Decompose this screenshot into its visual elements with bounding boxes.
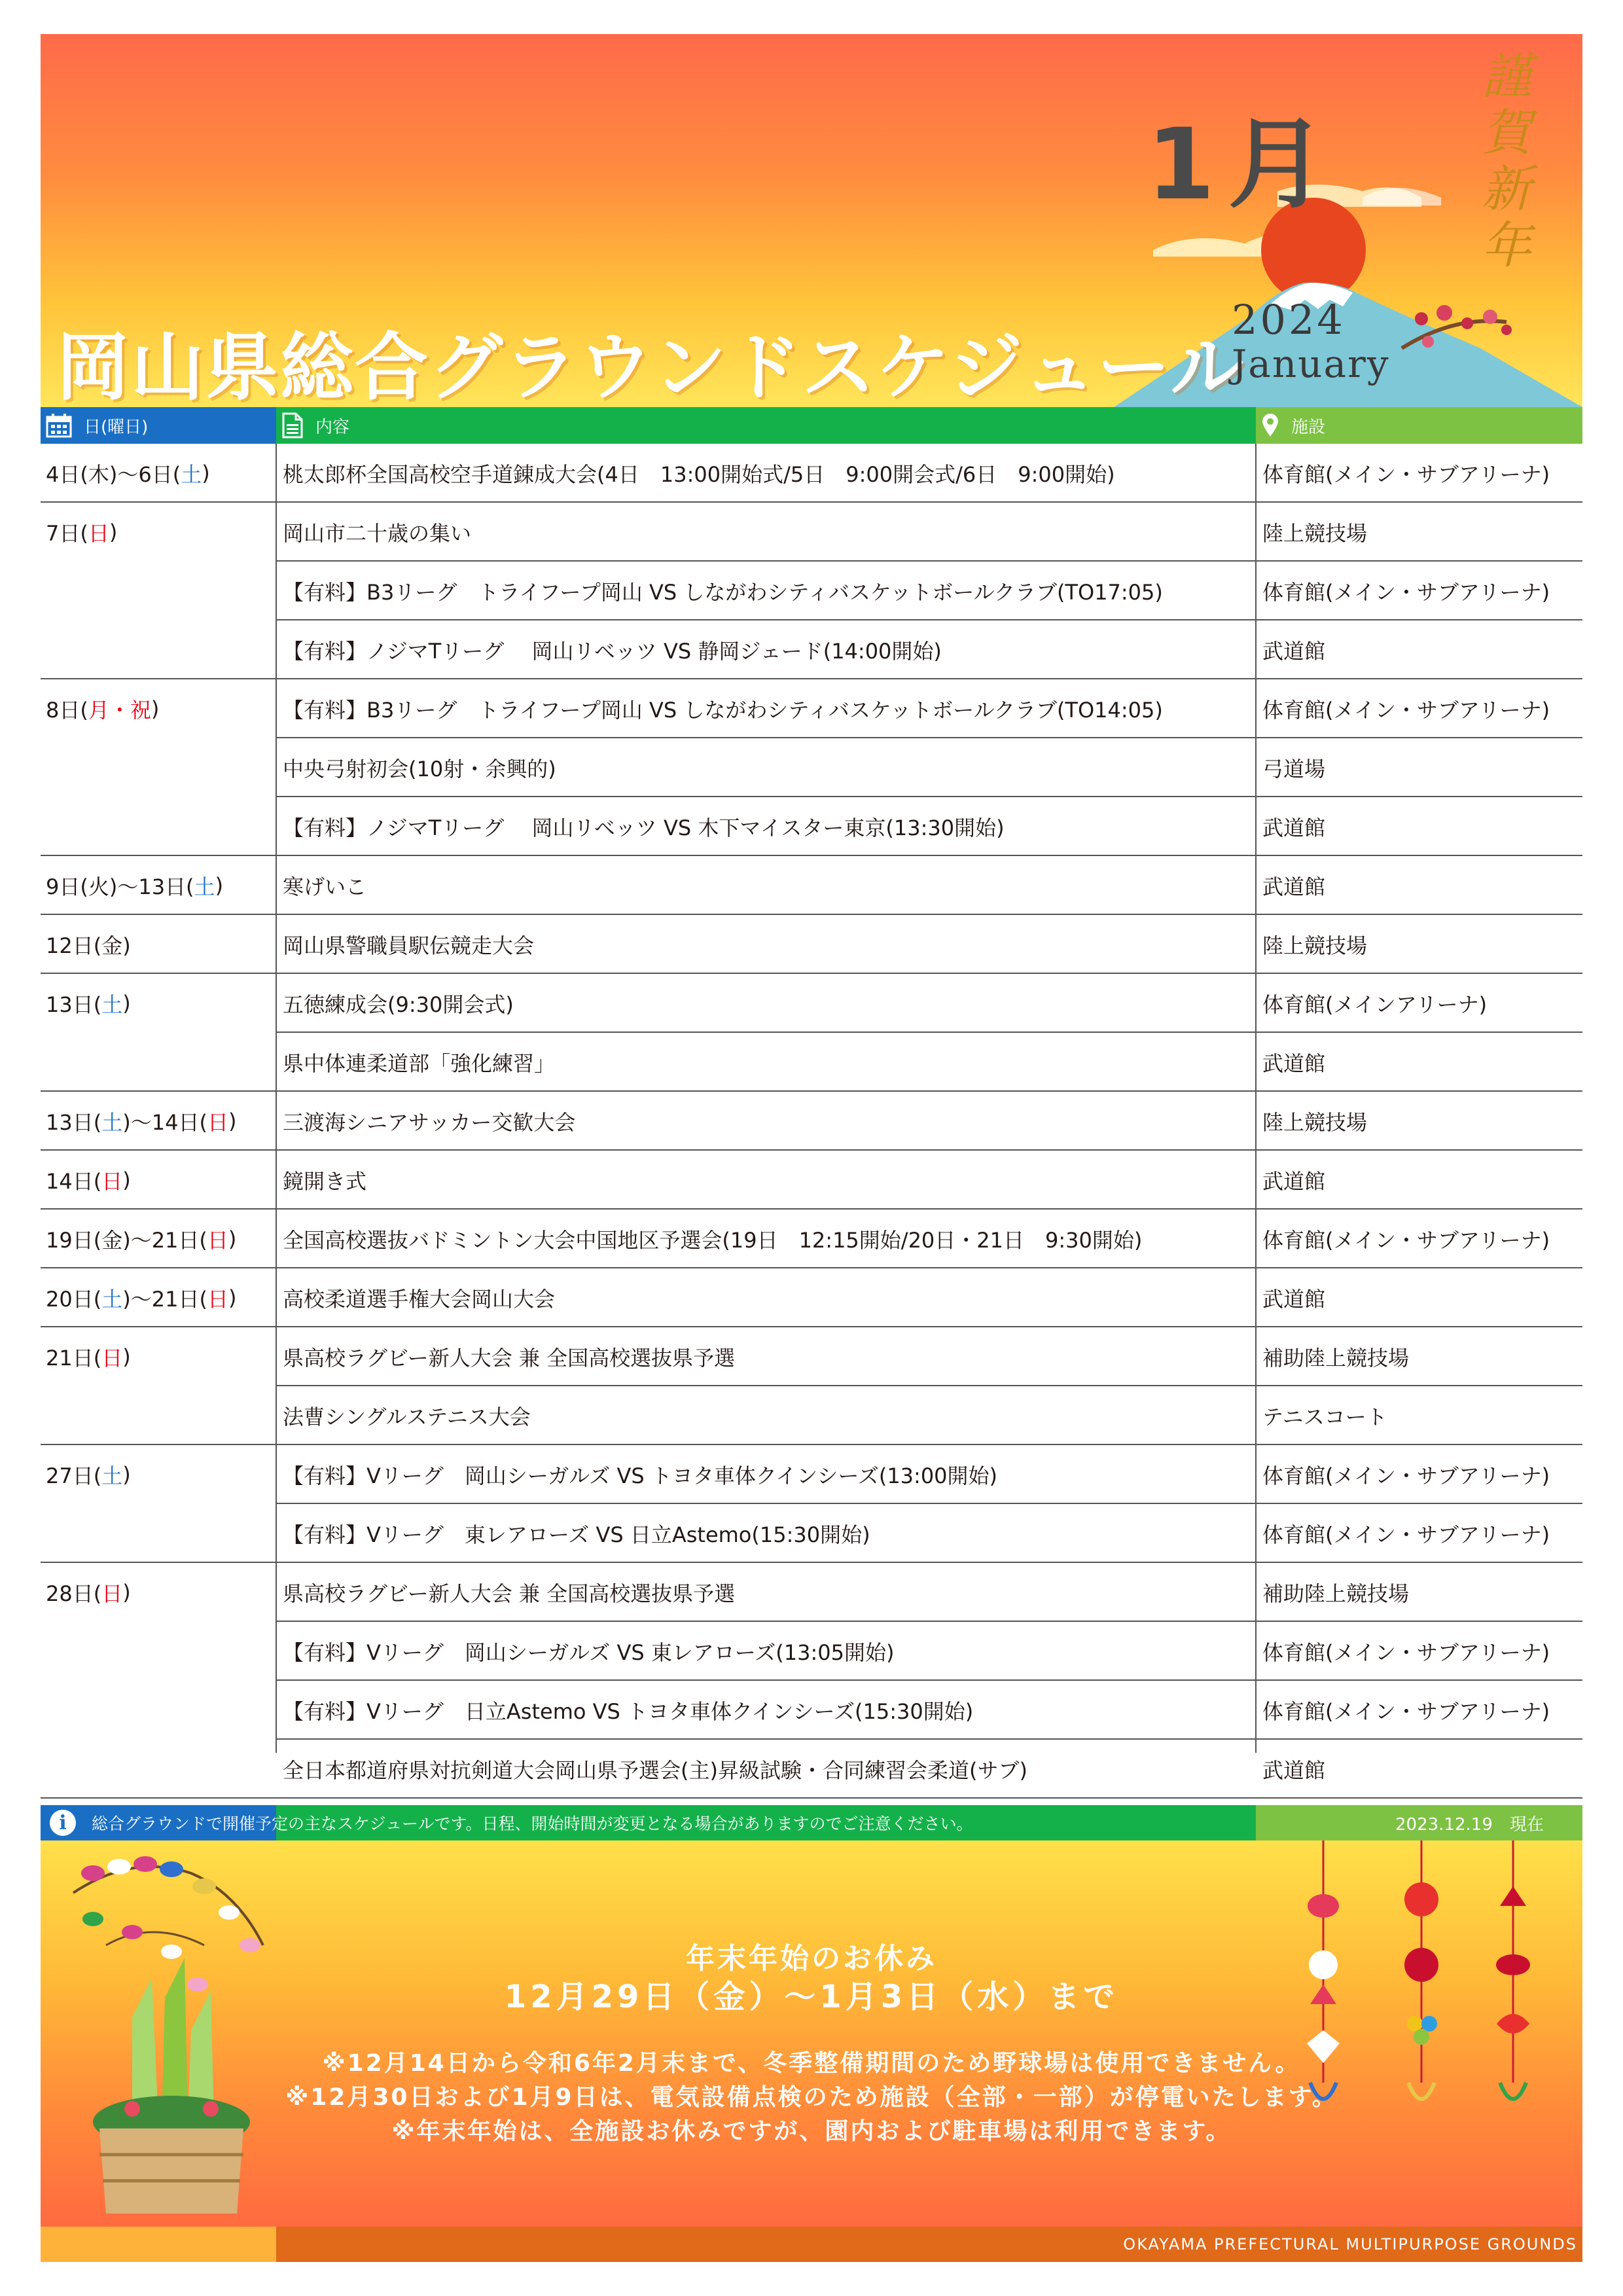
row-event: 【有料】Vリーグ 岡山シーガルズ VS トヨタ車体クインシーズ(13:00開始) [283, 1463, 998, 1488]
table-row [41, 1210, 1582, 1268]
table-row [41, 620, 1582, 679]
row-event: 中央弓射初会(10射・余興的) [283, 757, 556, 781]
row-facility: 武道館 [1262, 1758, 1326, 1783]
page-title: 岡山県総合グラウンドスケジュール [56, 325, 1245, 407]
row-event: 三渡海シニアサッカー交歓大会 [283, 1110, 576, 1135]
row-date [46, 1268, 271, 1327]
row-date-part: ) [122, 1580, 131, 1605]
column-header-place [1256, 407, 1582, 444]
row-date [46, 1151, 271, 1210]
table-header [41, 407, 1582, 444]
row-date-part: 日 [207, 1287, 228, 1312]
row-facility: 武道館 [1262, 1051, 1326, 1076]
row-date-part: ) [122, 991, 131, 1016]
kadomatsu-illustration [54, 1847, 329, 2227]
row-date [46, 503, 271, 562]
row-date [46, 738, 271, 797]
row-event: 全日本都道府県対抗剣道大会岡山県予選会(主)昇級試験・合同練習会柔道(サブ) [283, 1758, 1027, 1783]
table-row [41, 1151, 1582, 1210]
row-date [46, 1033, 271, 1092]
row-date-part: ) [122, 1344, 131, 1369]
row-date [46, 1563, 271, 1622]
row-date-part: 日 [88, 521, 109, 546]
row-event: 全国高校選抜バドミントン大会中国地区予選会(19日 12:15開始/20日・21日 9:30開始) [283, 1228, 1143, 1253]
table-row [41, 1563, 1582, 1622]
new-year-greeting [1467, 48, 1546, 274]
row-date-part: ) [202, 461, 210, 486]
row-date-part: 日 [101, 1169, 123, 1194]
footer-banner [41, 1840, 1582, 2227]
row-date-part: 12日(金) [46, 933, 131, 958]
row-date-part: ) [228, 1285, 237, 1310]
table-row [41, 679, 1582, 738]
row-date-part: 13日( [46, 992, 102, 1017]
table-row [41, 1386, 1582, 1445]
info-icon: i [50, 1810, 76, 1836]
table-row [41, 1681, 1582, 1740]
row-date [46, 856, 271, 915]
row-date [46, 679, 271, 738]
row-event: 岡山県警職員駅伝競走大会 [283, 933, 535, 958]
row-date [46, 620, 271, 679]
table-row [41, 738, 1582, 797]
row-date-part: 21日( [46, 1346, 102, 1371]
row-date-part: ) [151, 696, 160, 721]
row-facility: 武道館 [1262, 874, 1326, 899]
column-header-place-label: 施設 [1291, 417, 1326, 437]
table-row [41, 562, 1582, 620]
month-name-label: January [1232, 342, 1390, 386]
row-date [46, 915, 271, 974]
row-date [46, 562, 271, 620]
row-event: 岡山市二十歳の集い [283, 521, 472, 546]
month-heading: 1月 [1147, 108, 1340, 222]
row-date [46, 1740, 271, 1799]
table-row [41, 1327, 1582, 1386]
row-date [46, 1327, 271, 1386]
holiday-dates: 12月29日（金）～1月3日（水）まで [504, 1979, 1119, 2015]
row-facility: 武道館 [1262, 1287, 1326, 1312]
row-facility: 武道館 [1262, 816, 1326, 840]
row-event: 【有料】ノジマTリーグ 岡山リベッツ VS 木下マイスター東京(13:30開始) [283, 816, 1005, 840]
table-row [41, 856, 1582, 915]
row-event: 【有料】ノジマTリーグ 岡山リベッツ VS 静岡ジェード(14:00開始) [283, 639, 942, 664]
row-date [46, 1386, 271, 1445]
schedule-table [41, 444, 1582, 1799]
row-event: 県高校ラグビー新人大会 兼 全国高校選抜県予選 [283, 1581, 736, 1606]
row-date [46, 1504, 271, 1563]
row-date [46, 444, 271, 503]
table-row [41, 1504, 1582, 1563]
table-row [41, 1092, 1582, 1151]
row-facility: 体育館(メイン・サブアリーナ) [1262, 698, 1550, 723]
row-date-part: ) [228, 1227, 237, 1251]
greeting-char: 新 [1482, 160, 1531, 218]
row-event: 鏡開き式 [283, 1169, 367, 1194]
row-facility: 陸上競技場 [1262, 1110, 1368, 1135]
table-row [41, 444, 1582, 503]
row-date-part: 土 [101, 1287, 123, 1312]
row-facility: テニスコート [1262, 1405, 1387, 1429]
row-date [46, 974, 271, 1033]
row-date-part: )～14日( [122, 1110, 207, 1135]
row-event: 【有料】Vリーグ 岡山シーガルズ VS 東レアローズ(13:05開始) [283, 1640, 895, 1665]
holiday-title: 年末年始のお休み [686, 1942, 937, 1975]
row-facility: 体育館(メインアリーナ) [1262, 992, 1488, 1017]
table-row [41, 915, 1582, 974]
row-date [46, 1622, 271, 1681]
row-date-part: 日 [207, 1228, 228, 1253]
row-date-part: )～21日( [122, 1287, 207, 1312]
row-event: 高校柔道選手権大会岡山大会 [283, 1287, 556, 1312]
row-date [46, 797, 271, 856]
row-date-part: 19日(金)～21日( [46, 1228, 207, 1253]
header-banner [41, 34, 1582, 407]
notice-text: 総合グラウンドで開催予定の主なスケジュールです。日程、開始時間が変更となる場合がありますのでご注意ください。 [92, 1814, 973, 1833]
row-date-part: 土 [181, 462, 202, 487]
row-date-part: 日 [101, 1581, 123, 1606]
row-date-part: 土 [101, 992, 123, 1017]
table-row [41, 1033, 1582, 1092]
row-date-part: 28日( [46, 1581, 102, 1606]
row-date-part: 土 [101, 1463, 123, 1488]
row-event: 五徳練成会(9:30開会式) [283, 992, 514, 1017]
table-row [41, 974, 1582, 1033]
row-facility: 補助陸上競技場 [1262, 1346, 1410, 1371]
as-of-date: 2023.12.19 現在 [1395, 1814, 1544, 1835]
row-date-part: 8日( [46, 698, 88, 723]
row-date-part: ) [228, 1109, 237, 1134]
row-date-part: 20日( [46, 1287, 102, 1312]
row-facility: 体育館(メイン・サブアリーナ) [1262, 1228, 1550, 1253]
row-date-part: 9日(火)～13日( [46, 874, 194, 899]
row-event: 寒げいこ [283, 874, 367, 899]
column-header-date-label: 日(曜日) [84, 417, 149, 437]
row-facility: 体育館(メイン・サブアリーナ) [1262, 462, 1550, 487]
column-header-date [41, 407, 276, 444]
footer-note: ※12月30日および1月9日は、電気設備点検のため施設（全部・一部）が停電いたします。 [285, 2084, 1338, 2111]
row-facility: 武道館 [1262, 639, 1326, 664]
row-event: 県高校ラグビー新人大会 兼 全国高校選抜県予選 [283, 1346, 736, 1371]
bottom-bar-left [41, 2227, 276, 2262]
row-event: 県中体連柔道部「強化練習」 [283, 1051, 556, 1076]
row-date-part: 4日(木)～6日( [46, 462, 181, 487]
row-date-part: 27日( [46, 1463, 102, 1488]
row-date-part: ) [122, 1168, 131, 1193]
row-date-part: ) [109, 520, 118, 545]
table-row [41, 1622, 1582, 1681]
document-icon [281, 412, 304, 439]
row-date-part: 日 [207, 1110, 228, 1135]
row-date-part: ) [122, 1462, 131, 1487]
greeting-char: 謹 [1482, 47, 1531, 105]
row-date-part: 日 [101, 1346, 123, 1371]
row-date [46, 1445, 271, 1504]
english-facility-name: OKAYAMA PREFECTURAL MULTIPURPOSE GROUNDS [1123, 2235, 1577, 2253]
table-row [41, 1740, 1582, 1799]
row-facility: 体育館(メイン・サブアリーナ) [1262, 1699, 1550, 1724]
row-facility: 体育館(メイン・サブアリーナ) [1262, 1463, 1550, 1488]
footer-note: ※12月14日から令和6年2月末まで、冬季整備期間のため野球場は使用できません。 [322, 2050, 1301, 2077]
table-row [41, 1445, 1582, 1504]
row-date-part: 月・祝 [88, 698, 151, 723]
row-event: 【有料】B3リーグ トライフープ岡山 VS しながわシティバスケットボールクラブ(TO17:05) [283, 580, 1163, 605]
row-date-part: 7日( [46, 521, 88, 546]
row-date-part: 土 [194, 874, 215, 899]
schedule-sheet [41, 34, 1582, 2262]
row-event: 【有料】Vリーグ 日立Astemo VS トヨタ車体クインシーズ(15:30開始) [283, 1699, 974, 1724]
row-date [46, 1681, 271, 1740]
row-facility: 陸上競技場 [1262, 933, 1368, 958]
row-facility: 補助陸上競技場 [1262, 1581, 1410, 1606]
row-facility: 体育館(メイン・サブアリーナ) [1262, 1522, 1550, 1547]
greeting-char: 年 [1482, 216, 1531, 274]
row-event: 【有料】B3リーグ トライフープ岡山 VS しながわシティバスケットボールクラブ(TO14:05) [283, 698, 1163, 723]
row-facility: 体育館(メイン・サブアリーナ) [1262, 1640, 1550, 1665]
row-date [46, 1210, 271, 1268]
row-date [46, 1092, 271, 1151]
row-event: 法曹シングルステニス大会 [283, 1405, 531, 1429]
row-divider [41, 1797, 1582, 1799]
calendar-icon [46, 413, 72, 438]
row-date-part: 14日( [46, 1169, 102, 1194]
table-row [41, 1268, 1582, 1327]
location-pin-icon [1261, 413, 1279, 438]
row-event: 【有料】Vリーグ 東レアローズ VS 日立Astemo(15:30開始) [283, 1522, 870, 1547]
column-header-content-label: 内容 [315, 417, 350, 437]
row-date-part: ) [215, 873, 224, 898]
row-facility: 弓道場 [1262, 757, 1326, 781]
greeting-char: 賀 [1482, 103, 1531, 162]
row-event: 桃太郎杯全国高校空手道錬成大会(4日 13:00開始式/5日 9:00開会式/6日 9:00開始) [283, 462, 1115, 487]
row-facility: 体育館(メイン・サブアリーナ) [1262, 580, 1550, 605]
row-facility: 武道館 [1262, 1169, 1326, 1194]
year-label: 2024 [1232, 296, 1346, 344]
row-date-part: 土 [101, 1110, 123, 1135]
row-date-part: 13日( [46, 1110, 102, 1135]
column-header-content [276, 407, 1256, 444]
row-facility: 陸上競技場 [1262, 521, 1368, 546]
table-row [41, 503, 1582, 562]
footer-note: ※年末年始は、全施設お休みですが、園内および駐車場は利用できます。 [391, 2118, 1232, 2145]
table-row [41, 797, 1582, 856]
